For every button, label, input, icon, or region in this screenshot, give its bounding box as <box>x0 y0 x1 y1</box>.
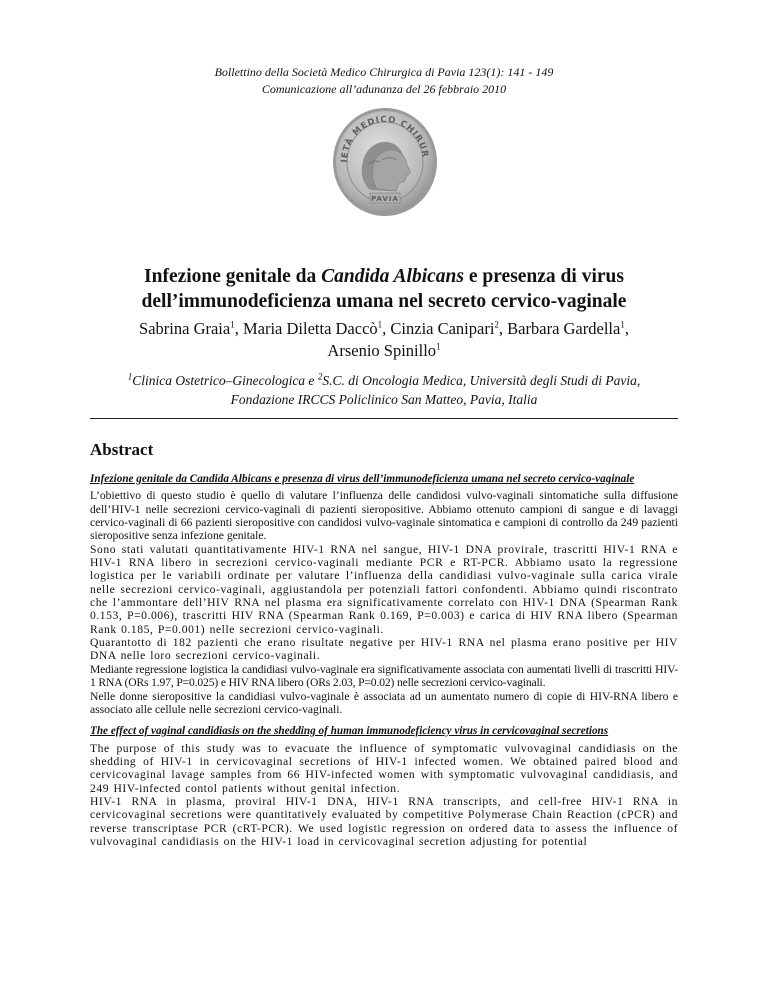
author-list: Sabrina Graia$^1$, Maria Diletta Daccò$^1$, Cinzia Canipari$^2$, Barbara Gardella$^1$, Arsenio Spinillo$^1$ <box>139 319 629 360</box>
svg-text:SOCIETÀ MEDICO CHIRURGICA: IETÀ MEDICO CHIRUR <box>339 114 430 163</box>
medallion-icon <box>330 105 440 220</box>
abstract-body <box>90 473 678 848</box>
abstract-paragraph: HIV-1 RNA in plasma, proviral HIV-1 DNA, HIV-1 RNA transcripts, and cell-free HIV-1 RNA in cervicovaginal secretions were quantitatively evaluated by competitive Polymerase Chain Reaction (cPCR) and reverse transcriptase PCR (cRT-PCR). We used logistic regression on ordered data to assess the influence of vulvovaginal candidiasis on the HIV-1 load in cervicovaginal secretion adjusting for potential <box>90 794 678 848</box>
abstract-paragraph: Quarantotto di 182 pazienti che erano risultate negative per HIV-1 RNA nel plasma erano positive per HIV DNA nelle loro secrezioni cervico-vaginali. <box>90 636 678 663</box>
abstract-paragraph: Mediante regressione logistica la candidiasi vulvo-vaginale era significativamente associata con aumentati livelli di trascritti HIV-1 RNA (ORs 1.97, P=0.025) e HIV RNA libero (ORs 2.03, P=0.02) nelle secrezioni cervico-vaginali. <box>90 662 678 690</box>
english-abstract-title: The effect of vaginal candidiasis on the shedding of human immunodeficiency virus in cervicovaginal secretions <box>90 725 609 738</box>
author-name: Sabrina Graia <box>139 319 231 338</box>
affiliation: $^1$Clinica Ostetrico–Ginecologica e $^2$S.C. di Oncologia Medica, Università degli Studi di Pavia, Fondazione IRCCS Policlinico San Matteo, Pavia, Italia <box>127 371 641 407</box>
society-seal-logo <box>330 105 440 220</box>
abstract-paragraph: Nelle donne sieropositive la candidiasi vulvo-vaginale è associata ad un aumentato numero di copie di HIV-RNA libero e associato alle cellule nelle secrezioni cervico-vaginali. <box>90 689 678 716</box>
journal-header <box>0 64 768 98</box>
author-name: Cinzia Canipari <box>390 319 495 338</box>
section-divider <box>90 418 678 419</box>
author-name: Barbara Gardella <box>507 319 621 338</box>
abstract-paragraph: Sono stati valutati quantitativamente HIV-1 RNA nel sangue, HIV-1 DNA provirale, trascritti HIV-1 RNA e HIV-1 RNA libero in secrezioni cervico-vaginali mediante PCR e RT-PCR. Abbiamo usato la regressione logistica per le variabili ordinate per valutare l’influenza della candidiasi vulvo-vaginale sulla carica virale nelle secrezioni cervico-vaginali, aggiustandola per potenziali fattori confondenti. Abbiamo quindi riscontrato che l’ammontare dell’HIV RNA nel plasma era significativamente correlato con HIV-1 DNA (Spearman Rank 0.153, P=0.006), trascritti HIV RNA (Spearman Rank 0.169, P=0.003) e carica di HIV RNA libero (Spearman Rank 0.185, P=0.001) nelle secrezioni cervico-vaginali. <box>90 542 678 636</box>
communication-date: Comunicazione all’adunanza del 26 febbraio 2010 <box>261 82 507 96</box>
abstract-paragraph: The purpose of this study was to evacuate the influence of symptomatic vulvovaginal candidiasis on the shedding of HIV-1 in cervicovaginal secretions of HIV-1 infected women. We obtained paired blood and cervicovaginal lavage samples from 66 HIV-infected women with symptomatic vulvovaginal candidiasis, and 249 HIV-infected contol patients without genital infection. <box>90 741 678 795</box>
article-title: Infezione genitale da Candida Albicans e presenza di virus dell’immunodeficienza umana nel secreto cervico-vaginale <box>141 266 627 312</box>
italian-abstract-title: Infezione genitale da Candida Albicans e presenza di virus dell’immunodeficienza umana nel secreto cervico-vaginale <box>90 473 635 485</box>
title-italic-species: Candida Albicans <box>321 266 464 287</box>
author-name: Maria Diletta Daccò <box>242 319 378 338</box>
svg-text:PAVIA: PAVIA <box>371 195 399 203</box>
abstract-heading: Abstract <box>90 440 154 459</box>
author-name: Arsenio Spinillo <box>327 341 437 360</box>
journal-citation: Bollettino della Società Medico Chirurgica di Pavia 123(1): 141 - 149 <box>214 65 554 79</box>
abstract-paragraph: L’obiettivo di questo studio è quello di valutare l’influenza delle candidosi vulvo-vaginali sintomatiche sulla diffusione dell’HIV-1 nelle secrezioni cervico-vaginali di pazienti sieropositive. Abbiamo ottenuto campioni di sangue e di lavaggi cervico-vaginali di 66 pazienti sieropositive con candidosi vulvo-vaginale sintomatica e campioni di controllo da 249 pazienti sieropositive senza infezione genitale. <box>90 489 678 543</box>
